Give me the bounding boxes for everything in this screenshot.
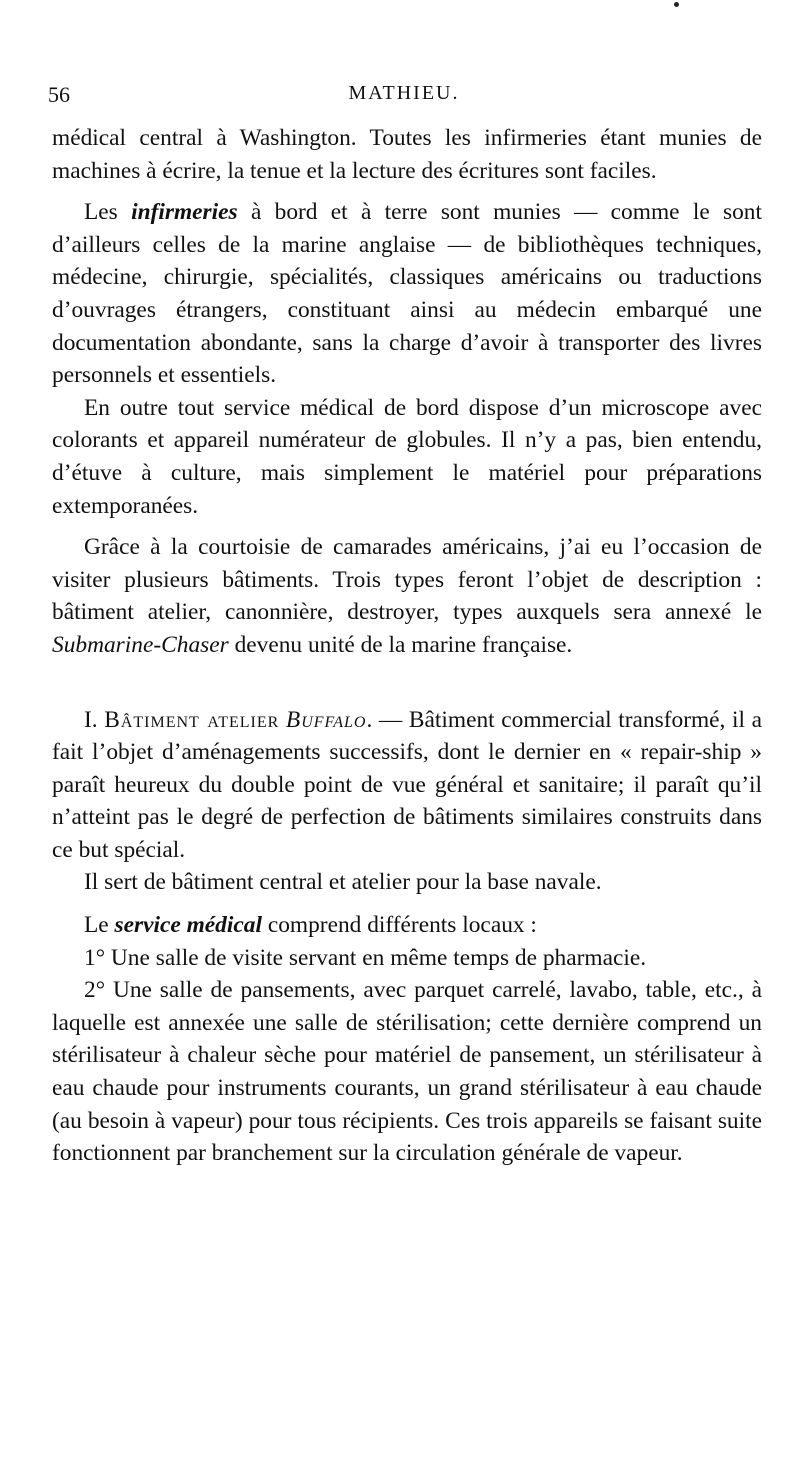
paragraph-base-navale: Il sert de bâtiment central et atelier pour la base navale. [84,869,602,896]
page-number: 56 [48,82,70,107]
paragraph-microscope: En outre tout service médical de bord dispose d’un microscope avec colorants et appareil numérateur de globules. Il n’y a pas, bien entendu, d’étuve à culture, mais simplement le matériel pour préparations extemporanées. [52,394,762,519]
section-heading: Bâtiment atelier [104,706,280,733]
ship-name: Buffalo [285,706,367,733]
italic-term: Submarine-Chaser [52,631,229,658]
paragraph-text: comprend différents locaux : [261,912,537,939]
body-text [52,122,762,1170]
paragraph-text: devenu unité de la marine française. [228,631,573,658]
running-head: MATHIEU. [348,82,460,104]
paragraph-service-medical [52,909,762,942]
italic-term: infirmeries [131,199,238,226]
page-header [48,82,760,112]
paragraph-text: Les [84,199,132,226]
section-buffalo [52,704,762,867]
paragraph-infirmeries [52,196,762,392]
paragraph-text: Le [84,912,115,939]
paragraph-text: à bord et à terre sont munies — comme le sont d’ailleurs celles de la marine anglaise — de bibliothèques techniques, médecine, chirurgie, spécialités, classiques américains ou traductions d’ouvrages étrangers, constituant ainsi au médecin embarqué une documentation abondante, sans la charge d’avoir à transporter des livres personnels et essentiels. [52,199,762,389]
list-item-salle-visite: 1° Une salle de visite servant en même temps de pharmacie. [84,944,647,971]
list-item-salle-pansements: 2° Une salle de pansements, avec parquet carrelé, lavabo, table, etc., à laquelle est annexée une salle de stérilisation; cette dernière comprend un stérilisateur à chaleur sèche pour matériel de pansement, un stérilisateur à eau chaude pour instruments courants, un grand stérilisateur à eau chaude (au besoin à vapeur) pour tous récipients. Ces trois appareils se faisant suite fonctionnent par branchement sur la circulation générale de vapeur. [52,977,762,1167]
section-number: I. [84,706,105,733]
paragraph-continuation: médical central à Washington. Toutes les infirmeries étant munies de machines à écrire, la tenue et la lecture des écritures sont faciles. [52,125,762,184]
paragraph-text: . — Bâtiment commercial transformé, il a fait l’objet d’aménagements successifs, dont le dernier en « repair-ship » paraît heureux du double point de vue général et sanitaire; il paraît qu’il n’atteint pas le degré de perfection de bâtiments similaires construits dans ce but spécial. [52,706,762,863]
print-speck [674,2,679,7]
paragraph-text: Grâce à la courtoisie de camarades américains, j’ai eu l’occasion de visiter plusieurs bâtiments. Trois types feront l’objet de description : bâtiment atelier, canonnière, destroyer, types auxquels sera annexé le [52,534,762,626]
italic-term: service médical [114,912,262,939]
paragraph-visites [52,531,762,661]
